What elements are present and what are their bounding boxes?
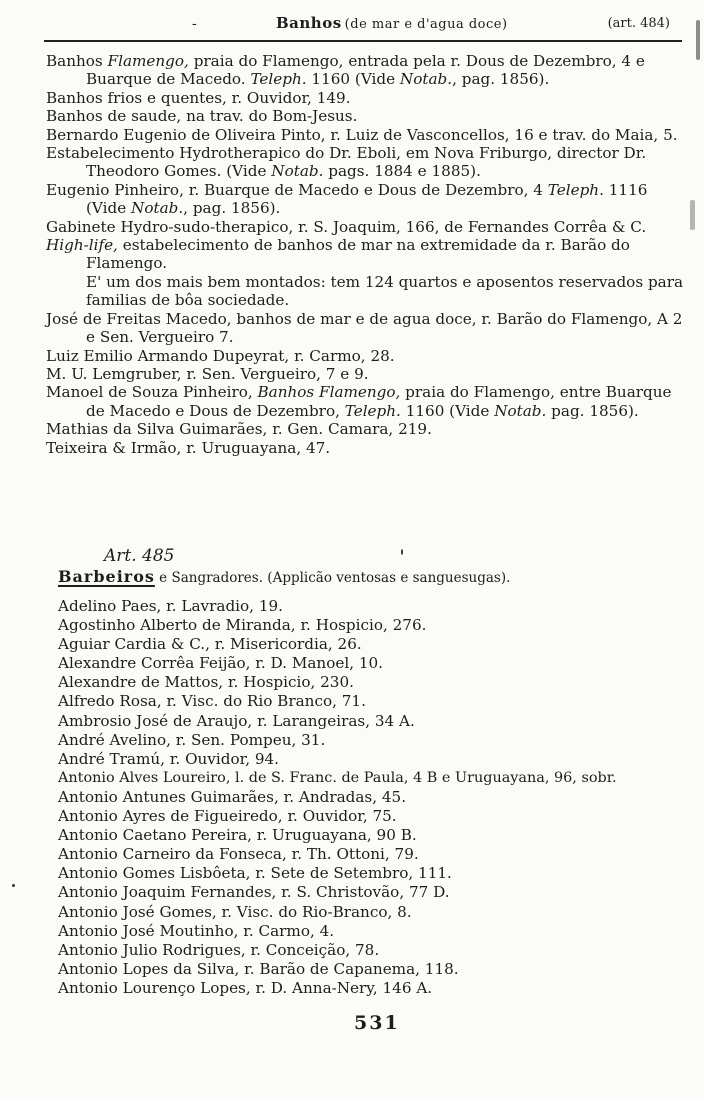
- list-item: Antonio Lourenço Lopes, r. D. Anna-Nery, 146 A.: [58, 978, 433, 997]
- print-speck: [690, 200, 695, 230]
- list-item: [46, 181, 684, 218]
- entry-text: 1116 (Vide: [86, 180, 648, 218]
- list-item: Antonio Carneiro da Fonseca, r. Th. Ottoni, 79.: [58, 845, 419, 864]
- list-item: André Tramú, r. Ouvidor, 94.: [58, 749, 280, 768]
- list-item: Antonio Caetano Pereira, r. Uruguayana, 90 B.: [58, 826, 417, 845]
- entry-italic: High-life,: [46, 236, 118, 255]
- list-item: Banhos frios e quentes, r. Ouvidor, 149.: [46, 88, 351, 107]
- entry-text: pag. 1856).: [546, 401, 639, 420]
- entry-italic: Banhos Flamengo,: [257, 383, 401, 402]
- section-heading: [58, 567, 510, 586]
- list-item: Alexandre Corrêa Feijão, r. D. Manoel, 10.: [58, 654, 384, 673]
- list-item: Antonio Julio Rodrigues, r. Conceição, 78.: [58, 940, 380, 959]
- list-item: Agostinho Alberto de Miranda, r. Hospicio, 276.: [58, 616, 427, 635]
- list-item: Antonio Antunes Guimarães, r. Andradas, 45.: [58, 787, 407, 806]
- entry-text: praia do Flamengo, entre Buarque de Macedo e Dous de Dezembro,: [86, 383, 672, 420]
- page-number: 531: [354, 1012, 400, 1034]
- section-title: Barbeiros: [58, 567, 155, 586]
- running-head-title: [276, 14, 508, 32]
- list-item: Antonio Ayres de Figueiredo, r. Ouvidor, 75.: [58, 807, 397, 826]
- entry-text: Estabelecimento Hydrotherapico do Dr. Eboli, em Nova Friburgo, director Dr. Theodoro Gomes. (Vide: [46, 144, 647, 181]
- list-item: [46, 236, 684, 273]
- list-item: Ambrosio José de Araujo, r. Larangeiras, 34 A.: [58, 711, 415, 730]
- entry-text: , pag. 1856).: [452, 70, 550, 89]
- article-heading: Art. 485: [104, 546, 175, 566]
- list-item: Antonio Lopes da Silva, r. Barão de Capanema, 118.: [58, 959, 459, 978]
- running-head-subtitle: (de mar e d'agua doce): [344, 17, 508, 32]
- running-head-dash: -: [192, 16, 197, 32]
- list-item: Alexandre de Mattos, r. Hospicio, 230.: [58, 673, 354, 692]
- entry-italic: Notab.: [131, 199, 184, 218]
- entry-text: estabelecimento de banhos de mar na extremidade da r. Barão do Flamengo.: [86, 236, 630, 273]
- entry-text: Banhos: [46, 52, 108, 70]
- running-head-title-text: Banhos: [276, 14, 342, 32]
- barbeiros-entry-list: [58, 597, 686, 998]
- list-item: Teixeira & Irmão, r. Uruguayana, 47.: [46, 438, 331, 457]
- print-speck: [401, 549, 403, 555]
- list-item: André Avelino, r. Sen. Pompeu, 31.: [58, 730, 326, 749]
- entry-italic: Notab.: [494, 401, 547, 420]
- list-item: Banhos de saude, na trav. do Bom-Jesus.: [46, 107, 358, 126]
- entry-italic: Teleph.: [344, 401, 401, 420]
- print-speck: [12, 884, 15, 887]
- entry-text: Eugenio Pinheiro, r. Buarque de Macedo e Dous de Dezembro, 4: [46, 180, 548, 199]
- list-item: Bernardo Eugenio de Oliveira Pinto, r. Luiz de Vasconcellos, 16 e trav. do Maia, 5.: [46, 125, 678, 144]
- list-item: Antonio Alves Loureiro, l. de S. Franc. de Paula, 4 B e Uruguayana, 96, sobr.: [58, 769, 617, 786]
- running-head-article: (art. 484): [607, 16, 670, 31]
- list-item: Antonio Gomes Lisbôeta, r. Sete de Setembro, 111.: [58, 864, 452, 883]
- entry-italic: Teleph.: [547, 180, 604, 199]
- list-item: [46, 52, 684, 89]
- entry-italic: Notab.: [271, 162, 324, 181]
- entry-text: praia do Flamengo, entrada pela r. Dous de Dezembro, 4 e Buarque de Macedo.: [86, 52, 645, 89]
- list-item: Gabinete Hydro-sudo-therapico, r. S. Joaquim, 166, de Fernandes Corrêa & C.: [46, 217, 647, 236]
- list-item: Adelino Paes, r. Lavradio, 19.: [58, 597, 283, 615]
- entry-text: , pag. 1856).: [183, 199, 281, 218]
- entry-text: 1160 (Vide: [400, 401, 495, 420]
- entry-text: Manoel de Souza Pinheiro,: [46, 383, 258, 402]
- entry-text: 1160 (Vide: [306, 70, 400, 89]
- entry-italic: Notab.: [399, 70, 453, 89]
- list-item: [46, 144, 684, 181]
- entry-note: E' um dos mais bem montados: tem 124 quartos e aposentos reservados para familias de bôa sociedade.: [86, 272, 684, 310]
- entry-italic: Teleph.: [250, 70, 307, 89]
- print-speck: [696, 20, 700, 60]
- list-item: M. U. Lemgruber, r. Sen. Vergueiro, 7 e 9.: [46, 364, 369, 383]
- list-item: Aguiar Cardia & C., r. Misericordia, 26.: [58, 635, 362, 654]
- list-item: Antonio José Gomes, r. Visc. do Rio-Branco, 8.: [58, 902, 412, 921]
- running-head: [44, 14, 682, 42]
- list-item: Alfredo Rosa, r. Visc. do Rio Branco, 71.: [58, 692, 366, 711]
- list-item: José de Freitas Macedo, banhos de mar e de agua doce, r. Barão do Flamengo, A 2 e Sen. Vergueiro 7.: [46, 309, 683, 347]
- entry-italic: Flamengo,: [107, 52, 189, 70]
- entry-text: pags. 1884 e 1885).: [323, 162, 481, 181]
- list-item: Antonio José Moutinho, r. Carmo, 4.: [58, 921, 335, 940]
- list-item: Antonio Joaquim Fernandes, r. S. Christovão, 77 D.: [58, 883, 450, 902]
- list-item: [46, 383, 684, 420]
- section-subtitle: e Sangradores. (Applicão ventosas e sanguesugas).: [154, 570, 511, 586]
- list-item: Luiz Emilio Armando Dupeyrat, r. Carmo, 28.: [46, 346, 395, 365]
- banhos-entry-list: [46, 52, 684, 457]
- list-item: Mathias da Silva Guimarães, r. Gen. Camara, 219.: [46, 420, 432, 439]
